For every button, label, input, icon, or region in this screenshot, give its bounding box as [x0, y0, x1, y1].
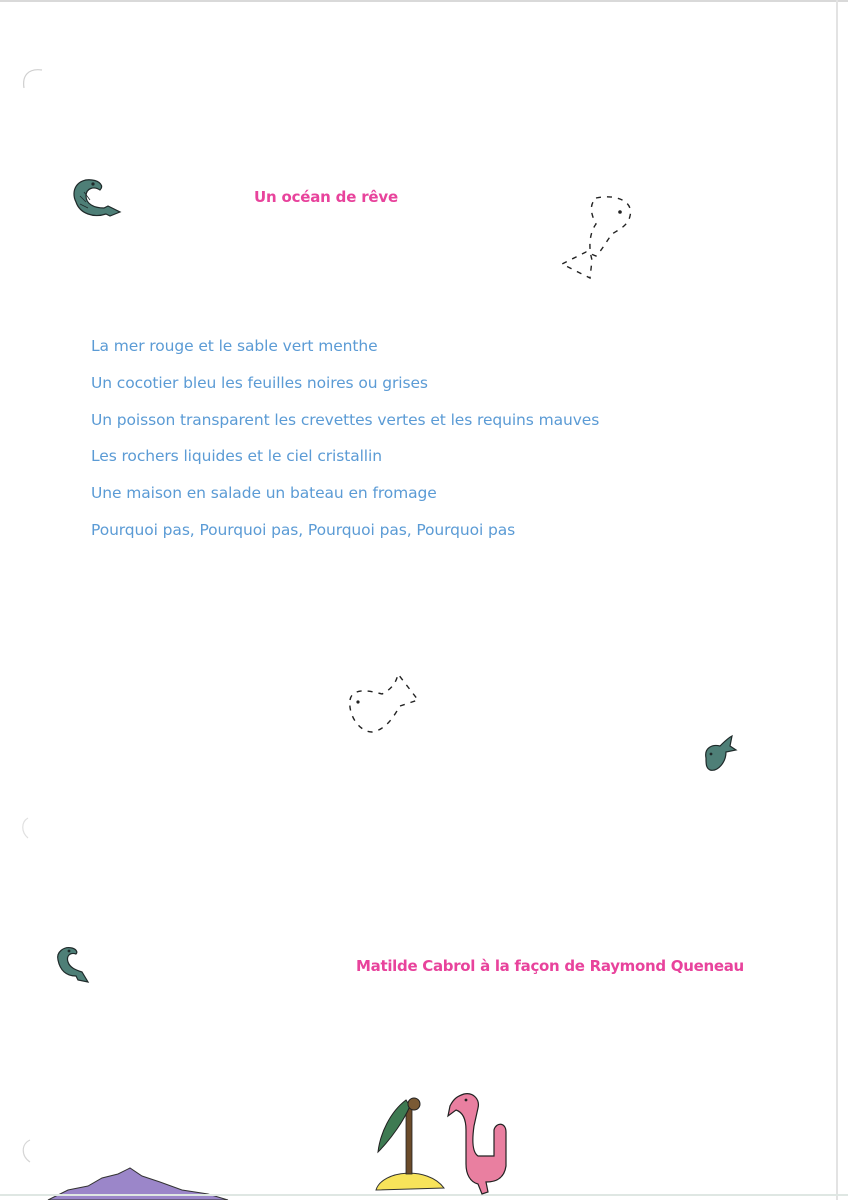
page-edge-top — [0, 0, 848, 2]
poem-line: Les rochers liquides et le ciel cristallin — [91, 447, 382, 466]
binder-hole-middle — [18, 816, 32, 840]
fish-icon — [66, 172, 124, 230]
binder-hole-bottom — [18, 1138, 36, 1164]
page-edge-right — [836, 0, 838, 1200]
poem — [91, 334, 599, 555]
document-title: Un océan de rêve — [254, 188, 398, 206]
author-credit: Matilde Cabrol à la façon de Raymond Queneau — [356, 957, 744, 975]
binder-hole-top — [20, 66, 46, 90]
fish-icon — [698, 734, 738, 776]
poem-line: Un poisson transparent les crevettes vertes et les requins mauves — [91, 410, 600, 429]
flamingo-icon — [444, 1090, 514, 1198]
fish-icon — [52, 944, 92, 988]
dashed-fish-outline-icon — [556, 194, 638, 286]
poem-line: Pourquoi pas, Pourquoi pas, Pourquoi pas, Pourquoi pas — [91, 520, 516, 539]
poem-line: Un cocotier bleu les feuilles noires ou grises — [91, 373, 428, 392]
poem-line: La mer rouge et le sable vert menthe — [91, 337, 378, 355]
dashed-fish-outline-icon — [342, 670, 422, 736]
palm-tree-icon — [372, 1090, 450, 1198]
poem-line: Une maison en salade un bateau en fromage — [91, 484, 437, 503]
